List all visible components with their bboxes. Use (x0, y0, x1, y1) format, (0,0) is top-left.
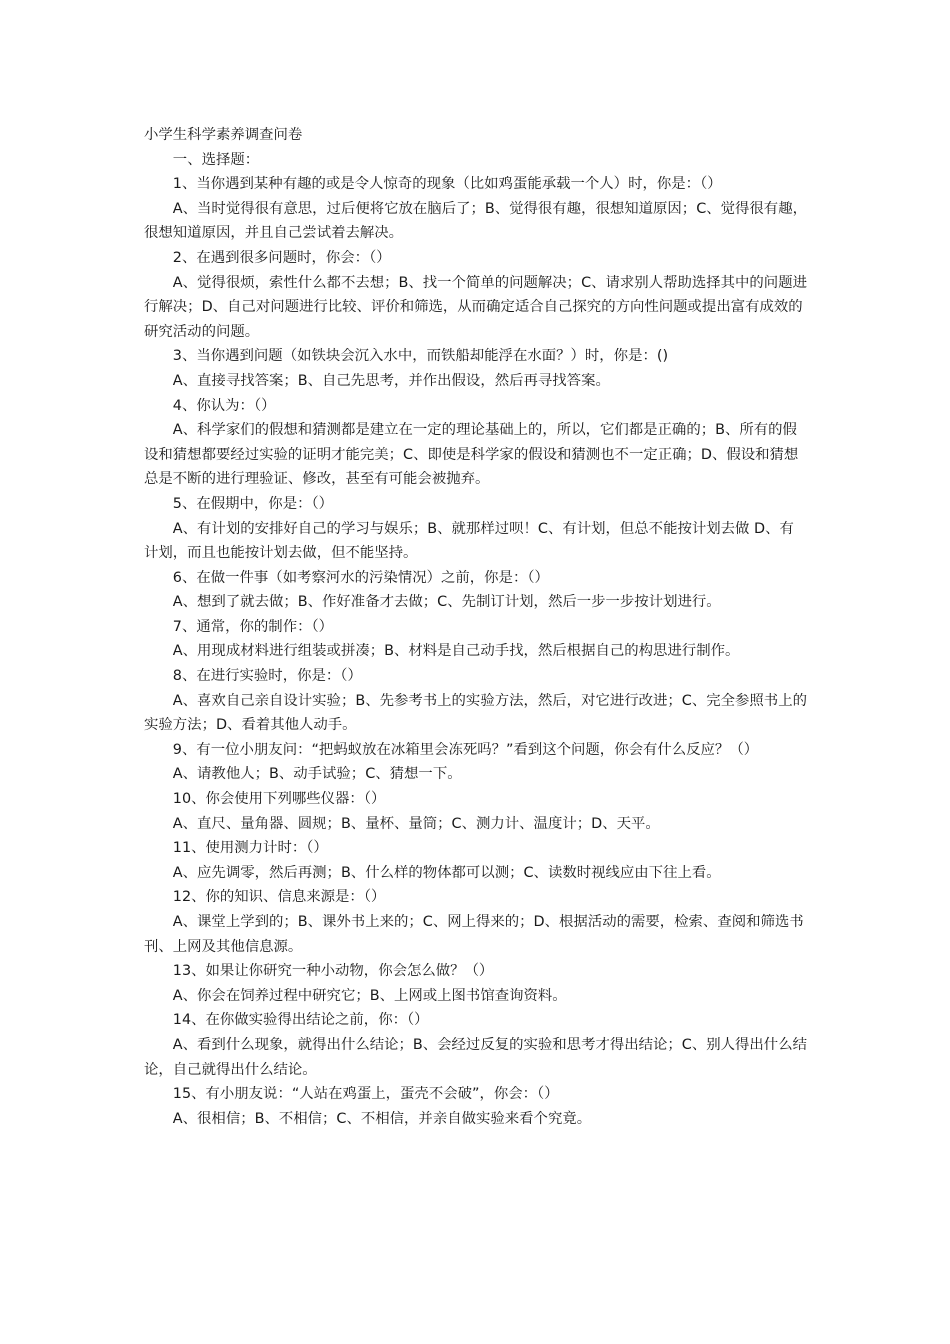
question-3: 3、当你遇到问题（如铁块会沉入水中，而铁船却能浮在水面？）时，你是：() (172, 348, 669, 365)
question-5: 5、在假期中，你是：（） (172, 495, 334, 512)
options-12: A、课堂上学到的；B、课外书上来的；C、网上得来的；D、根据活动的需要，检索、查阅和筛选书刊、上网及其他信息源。 (144, 914, 804, 955)
options-6: A、想到了就去做；B、作好准备才去做；C、先制订计划，然后一步一步按计划进行。 (172, 594, 721, 611)
options-8: A、喜欢自己亲自设计实验；B、先参考书上的实验方法，然后，对它进行改进；C、完全参照书上的实验方法；D、看着其他人动手。 (144, 692, 807, 734)
options-13: A、你会在饲养过程中研究它；B、上网或上图书馆查询资料。 (172, 987, 567, 1004)
question-9: 9、有一位小朋友问：“把蚂蚁放在冰箱里会冻死吗？”看到这个问题，你会有什么反应？（） (172, 741, 759, 758)
options-9: A、请教他人；B、动手试验；C、猜想一下。 (172, 766, 462, 783)
options-11: A、应先调零，然后再测；B、什么样的物体都可以测；C、读数时视线应由下往上看。 (172, 864, 721, 881)
question-12: 12、你的知识、信息来源是：（） (172, 889, 386, 906)
options-15: A、很相信；B、不相信；C、不相信，并亲自做实验来看个究竟。 (172, 1110, 592, 1127)
question-7: 7、通常，你的制作：（） (172, 618, 334, 635)
options-7: A、用现成材料进行组装或拼凑；B、材料是自己动手找，然后根据自己的构思进行制作。 (172, 643, 740, 660)
options-4: A、科学家们的假想和猜测都是建立在一定的理论基础上的，所以，它们都是正确的；B、所有的假设和猜想都要经过实验的证明才能完美；C、即使是科学家的假设和猜测也不一定正确；D、假设和猜想总是不断的进行理验证、修改，甚至有可能会被抛弃。 (144, 422, 799, 488)
question-1: 1、当你遇到某种有趣的或是令人惊奇的现象（比如鸡蛋能承载一个人）时，你是：（） (172, 176, 722, 193)
section-heading: 一、选择题： (172, 151, 260, 168)
question-11: 11、使用测力计时：（） (172, 840, 328, 857)
question-2: 2、在遇到很多问题时，你会：（） (172, 249, 391, 266)
question-6: 6、在做一件事（如考察河水的污染情况）之前，你是：（） (172, 569, 549, 586)
question-8: 8、在进行实验时，你是：（） (172, 668, 362, 685)
options-2: A、觉得很烦，索性什么都不去想；B、找一个简单的问题解决；C、请求别人帮助选择其中的问题进行解决；D、自己对问题进行比较、评价和筛选，从而确定适合自己探究的方向性问题或提出富有成效的研究活动的问题。 (144, 274, 807, 340)
options-1: A、当时觉得很有意思，过后便将它放在脑后了；B、觉得很有趣，很想知道原因；C、觉得很有趣，很想知道原因，并且自己尝试着去解决。 (144, 200, 807, 242)
options-14: A、看到什么现象，就得出什么结论；B、会经过反复的实验和思考才得出结论；C、别人得出什么结论，自己就得出什么结论。 (144, 1036, 807, 1078)
question-13: 13、如果让你研究一种小动物，你会怎么做？（） (172, 963, 494, 980)
question-15: 15、有小朋友说：“人站在鸡蛋上，蛋壳不会破”，你会：（） (172, 1086, 559, 1103)
question-10: 10、你会使用下列哪些仪器：（） (172, 791, 386, 808)
options-5: A、有计划的安排好自己的学习与娱乐；B、就那样过呗！C、有计划，但总不能按计划去做 D、有计划，而且也能按计划去做，但不能坚持。 (144, 520, 794, 562)
document-page (144, 123, 808, 1131)
options-3: A、直接寻找答案；B、自己先思考，并作出假设，然后再寻找答案。 (172, 372, 610, 389)
question-14: 14、在你做实验得出结论之前，你：（） (172, 1012, 429, 1029)
options-10: A、直尺、量角器、圆规；B、量杯、量筒；C、测力计、温度计；D、天平。 (172, 815, 660, 832)
question-4: 4、你认为：（） (172, 397, 276, 414)
document-title: 小学生科学素养调查问卷 (144, 127, 303, 143)
